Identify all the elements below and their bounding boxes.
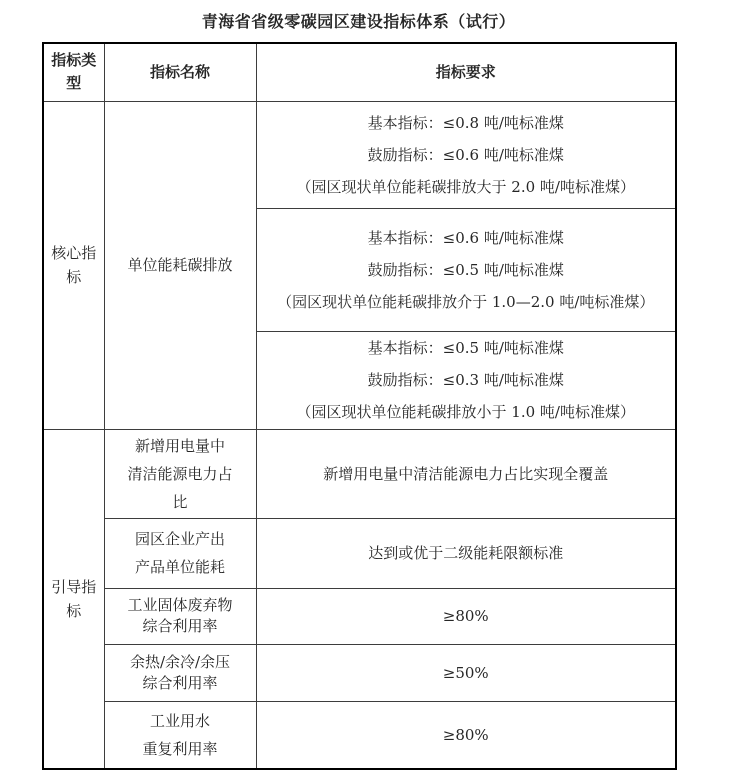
cell-name-unit-energy-carbon-emission: 单位能耗碳排放 [104,101,256,429]
requirement-incentive-line: 鼓励指标：≤0.6 吨/吨标准煤 [367,145,564,164]
header-indicator-type: 指标类型 [43,43,104,101]
header-indicator-name: 指标名称 [104,43,256,101]
indicator-name-line: 清洁能源电力占 [127,464,233,483]
indicator-name-line: 综合利用率 [142,673,218,692]
document-title: 青海省省级零碳园区建设指标体系（试行） [201,12,516,31]
requirement-basic-line: 基本指标：≤0.5 吨/吨标准煤 [367,339,564,357]
indicator-name-line: 工业固体废弃物 [127,596,233,614]
indicator-name-line: 新增用电量中 [134,436,225,455]
requirement-basic-line: 基本指标：≤0.8 吨/吨标准煤 [367,113,564,132]
table-header-row [43,43,676,101]
header-indicator-requirement: 指标要求 [256,43,676,101]
requirement-basic-line: 基本指标：≤0.6 吨/吨标准煤 [367,228,564,247]
indicator-name-line: 工业用水 [149,711,210,730]
requirement-condition-line: （园区现状单位能耗碳排放小于 1.0 吨/吨标准煤） [296,403,635,421]
requirement-condition-line: （园区现状单位能耗碳排放介于 1.0—2.0 吨/吨标准煤） [277,292,655,311]
table-row [43,429,676,518]
cell-name-industrial-water-reuse [104,701,256,769]
cell-requirement-solid-waste-rate: ≥80% [256,588,676,644]
requirement-incentive-line: 鼓励指标：≤0.3 吨/吨标准煤 [367,371,564,389]
table-row [43,701,676,769]
cell-name-industrial-solid-waste-utilization [104,588,256,644]
indicator-name-line: 余热/余冷/余压 [129,652,231,671]
table-row [43,518,676,588]
cell-requirement-core-block-2 [256,208,676,331]
table-row [43,588,676,644]
cell-requirement-core-block-3 [256,331,676,429]
indicator-table [42,42,677,770]
indicator-name-line: 重复利用率 [142,739,218,758]
table-row [43,101,676,208]
cell-requirement-clean-energy-coverage: 新增用电量中清洁能源电力占比实现全覆盖 [256,429,676,518]
cell-requirement-water-reuse-rate: ≥80% [256,701,676,769]
cell-name-enterprise-product-unit-energy [104,518,256,588]
cell-requirement-core-block-1 [256,101,676,208]
indicator-name-line: 比 [172,492,188,511]
cell-type-guide: 引导指标 [43,429,104,769]
cell-type-core: 核心指标 [43,101,104,429]
indicator-name-line: 园区企业产出 [134,530,225,548]
indicator-name-line: 产品单位能耗 [134,558,225,576]
cell-name-waste-heat-cold-pressure-utilization [104,644,256,701]
requirement-condition-line: （园区现状单位能耗碳排放大于 2.0 吨/吨标准煤） [296,177,635,196]
cell-requirement-energy-quota-standard: 达到或优于二级能耗限额标准 [256,518,676,588]
indicator-name-line: 综合利用率 [142,617,218,635]
cell-requirement-waste-heat-rate: ≥50% [256,644,676,701]
table-row [43,644,676,701]
cell-name-new-electricity-clean-energy-share [104,429,256,518]
requirement-incentive-line: 鼓励指标：≤0.5 吨/吨标准煤 [367,260,564,279]
